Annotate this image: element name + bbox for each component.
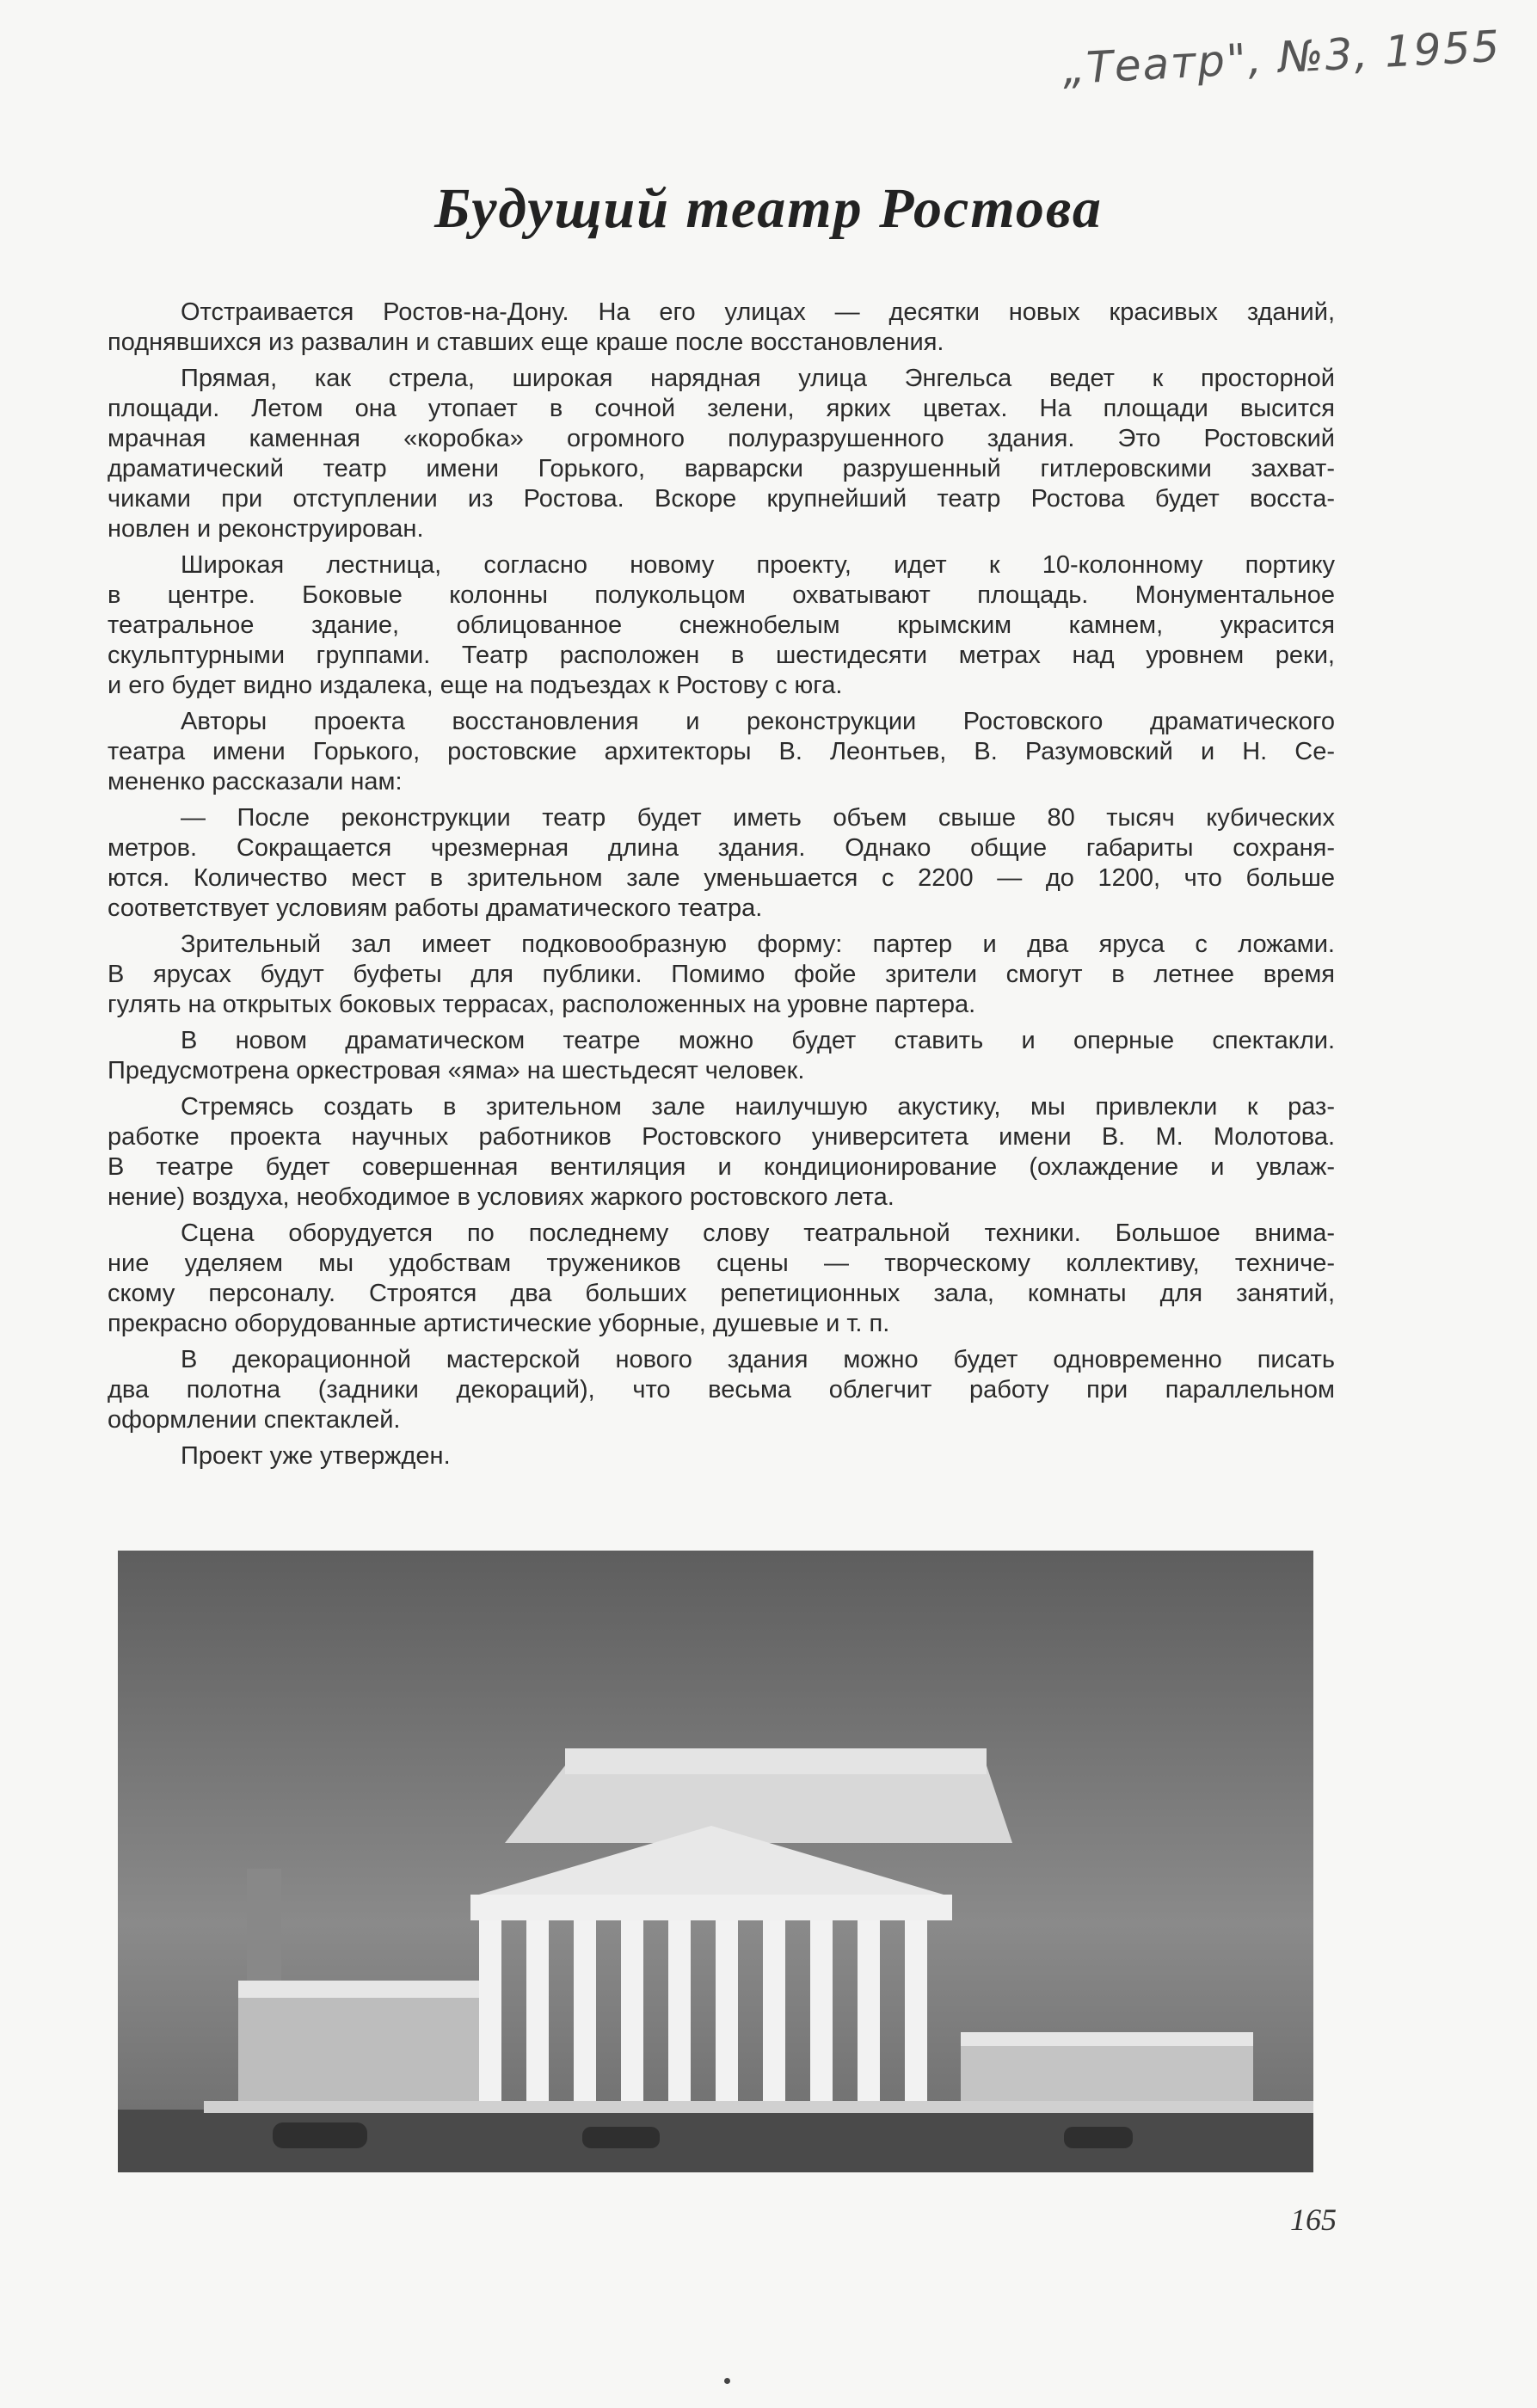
steps bbox=[204, 2101, 1313, 2113]
paragraph bbox=[108, 1345, 1335, 1435]
paragraph bbox=[108, 930, 1335, 1020]
left-sculpture bbox=[247, 1869, 281, 1981]
text-line: в центре. Боковые колонны полукольцом охватывают площадь. Монументальное bbox=[108, 581, 1335, 609]
text-line: скульптурными группами. Театр расположен в шестидесяти метрах над уровнем реки, bbox=[108, 642, 1335, 669]
paragraph bbox=[108, 1219, 1335, 1339]
text-line: нение) воздуха, необходимое в условиях жаркого ростовского лета. bbox=[108, 1183, 895, 1211]
text-line: Отстраивается Ростов-на-Дону. На его улицах — десятки новых красивых зданий, bbox=[181, 298, 1335, 326]
text-line: мрачная каменная «коробка» огромного полуразрушенного здания. Это Ростовский bbox=[108, 425, 1335, 452]
paragraph bbox=[108, 707, 1335, 797]
text-line: театральное здание, облицованное снежнобелым крымским камнем, украсится bbox=[108, 611, 1335, 639]
text-line: чиками при отступлении из Ростова. Вскоре крупнейший театр Ростова будет восста- bbox=[108, 485, 1335, 513]
text-line: гулять на открытых боковых террасах, расположенных на уровне партера. bbox=[108, 991, 976, 1018]
paragraph bbox=[108, 1026, 1335, 1086]
paragraph bbox=[108, 1092, 1335, 1213]
text-line: В новом драматическом театре можно будет ставить и оперные спектакли. bbox=[181, 1027, 1335, 1054]
text-line: В театре будет совершенная вентиляция и кондиционирование (охлаждение и увлаж- bbox=[108, 1153, 1335, 1181]
text-line: Сцена оборудуется по последнему слову театральной техники. Большое внима- bbox=[181, 1219, 1335, 1247]
text-line: драматический театр имени Горького, варварски разрушенный гитлеровскими захват- bbox=[108, 455, 1335, 482]
text-line: Проект уже утвержден. bbox=[181, 1442, 451, 1470]
text-line: Зрительный зал имеет подковообразную форму: партер и два яруса с ложами. bbox=[181, 931, 1335, 958]
text-line: Прямая, как стрела, широкая нарядная улица Энгельса ведет к просторной bbox=[181, 365, 1335, 392]
text-line: — После реконструкции театр будет иметь объем свыше 80 тысяч кубических bbox=[181, 804, 1335, 832]
paragraph bbox=[108, 550, 1335, 701]
text-line: театра имени Горького, ростовские архитекторы В. Леонтьев, В. Разумовский и Н. Се- bbox=[108, 738, 1335, 765]
text-line: Стремясь создать в зрительном зале наилучшую акустику, мы привлекли к раз- bbox=[181, 1093, 1335, 1121]
article-body bbox=[108, 298, 1335, 1477]
text-line: оформлении спектаклей. bbox=[108, 1406, 401, 1434]
left-colonnade bbox=[238, 1981, 479, 1998]
text-line: мененко рассказали нам: bbox=[108, 768, 403, 796]
text-line: Авторы проекта восстановления и реконструкции Ростовского драматического bbox=[181, 708, 1335, 735]
handwritten-source-note: „Театр", №3, 1955 bbox=[1061, 21, 1503, 95]
text-line: Предусмотрена оркестровая «яма» на шестьдесят человек. bbox=[108, 1057, 805, 1084]
paragraph bbox=[108, 364, 1335, 544]
text-line: Широкая лестница, согласно новому проекту, идет к 10-колонному портику bbox=[181, 551, 1335, 579]
text-line: и его будет видно издалека, еще на подъездах к Ростову с юга. bbox=[108, 672, 843, 699]
text-line: два полотна (задники декораций), что весьма облегчит работу при параллельном bbox=[108, 1376, 1335, 1404]
text-line: соответствует условиям работы драматического театра. bbox=[108, 894, 763, 922]
text-line: ние уделяем мы удобствам тружеников сцены — творческому коллективу, техниче- bbox=[108, 1250, 1335, 1277]
scan-speck bbox=[724, 2378, 730, 2384]
text-line: площади. Летом она утопает в сочной зелени, ярких цветах. На площади высится bbox=[108, 395, 1335, 422]
text-line: метров. Сокращается чрезмерная длина здания. Однако общие габариты сохраня- bbox=[108, 834, 1335, 862]
paragraph bbox=[108, 803, 1335, 924]
right-colonnade bbox=[961, 2032, 1253, 2046]
text-line: прекрасно оборудованные артистические уборные, душевые и т. п. bbox=[108, 1310, 890, 1337]
paragraph bbox=[108, 298, 1335, 358]
attic bbox=[505, 1766, 1012, 1843]
text-line: В ярусах будут буфеты для публики. Помимо фойе зрители смогут в летнее время bbox=[108, 961, 1335, 988]
text-line: ются. Количество мест в зрительном зале уменьшается с 2200 — до 1200, что больше bbox=[108, 864, 1335, 892]
page-number: 165 bbox=[1290, 2202, 1337, 2237]
text-line: работке проекта научных работников Ростовского университета имени В. М. Молотова. bbox=[108, 1123, 1335, 1151]
article-title: Будущий театр Ростова bbox=[434, 177, 1103, 240]
text-line: новлен и реконструирован. bbox=[108, 515, 424, 543]
paragraph bbox=[108, 1441, 1335, 1471]
text-line: поднявшихся из развалин и ставших еще краше после восстановления. bbox=[108, 329, 944, 356]
theatre-illustration bbox=[118, 1551, 1313, 2172]
text-line: В декорационной мастерской нового здания можно будет одновременно писать bbox=[181, 1346, 1335, 1373]
text-line: скому персоналу. Строятся два больших репетиционных зала, комнаты для занятий, bbox=[108, 1280, 1335, 1307]
